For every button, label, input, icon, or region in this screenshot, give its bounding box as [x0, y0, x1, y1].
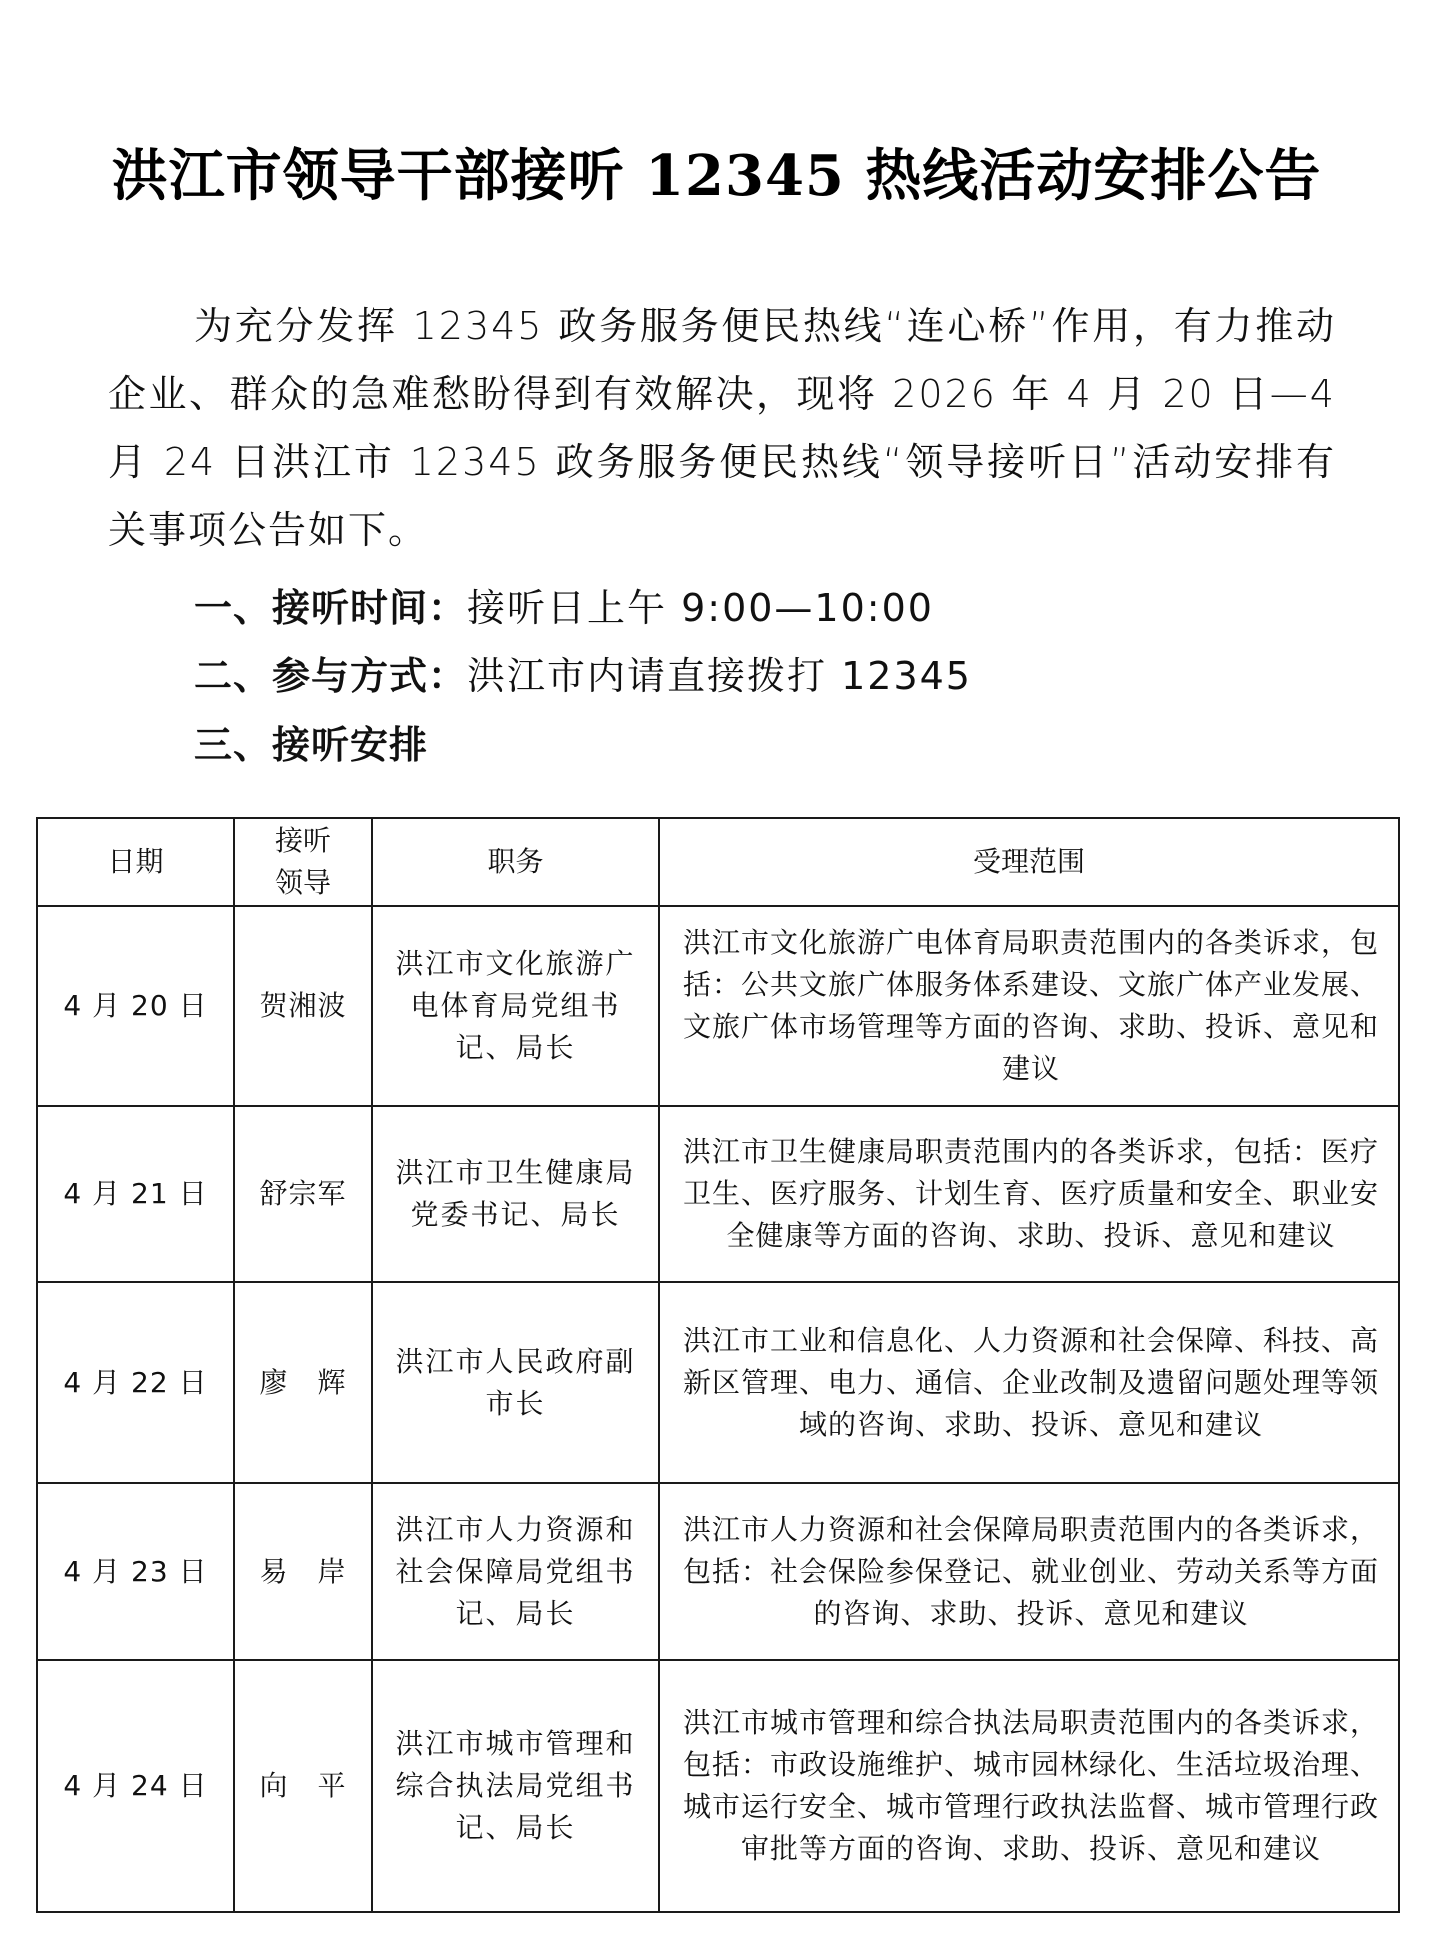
date-cell: 4 月 20 日	[37, 906, 234, 1106]
position-cell: 洪江市卫生健康局党委书记、局长	[372, 1106, 659, 1282]
scope-cell: 洪江市城市管理和综合执法局职责范围内的各类诉求，包括：市政设施维护、城市园林绿化、生活垃圾治理、城市运行安全、城市管理行政执法监督、城市管理行政审批等方面的咨询、求助、投诉、意见和建议	[659, 1660, 1399, 1912]
date-cell: 4 月 24 日	[37, 1660, 234, 1912]
leader-cell: 廖 辉	[234, 1282, 372, 1483]
position-cell: 洪江市城市管理和综合执法局党组书记、局长	[372, 1660, 659, 1912]
date-cell: 4 月 22 日	[37, 1282, 234, 1483]
table-header-row	[37, 818, 1399, 906]
leader-cell: 易 岸	[234, 1483, 372, 1660]
position-cell: 洪江市人力资源和社会保障局党组书记、局长	[372, 1483, 659, 1660]
table-row	[37, 1106, 1399, 1282]
section-schedule	[194, 715, 428, 775]
leader-cell: 舒宗军	[234, 1106, 372, 1282]
section-participation	[194, 646, 972, 706]
position-cell: 洪江市文化旅游广电体育局党组书记、局长	[372, 906, 659, 1106]
section-heading: 二、参与方式：	[194, 654, 468, 698]
header-scope: 受理范围	[659, 818, 1399, 906]
scope-cell: 洪江市文化旅游广电体育局职责范围内的各类诉求，包括：公共文旅广体服务体系建设、文旅广体产业发展、文旅广体市场管理等方面的咨询、求助、投诉、意见和建议	[659, 906, 1399, 1106]
section-heading: 三、接听安排	[194, 723, 429, 767]
scope-cell: 洪江市人力资源和社会保障局职责范围内的各类诉求，包括：社会保险参保登记、就业创业、劳动关系等方面的咨询、求助、投诉、意见和建议	[659, 1483, 1399, 1660]
schedule-table	[36, 817, 1400, 1913]
leader-cell: 贺湘波	[234, 906, 372, 1106]
section-value: 接听日上午 9:00—10:00	[467, 586, 934, 630]
table-row	[37, 1660, 1399, 1912]
header-date: 日期	[37, 818, 234, 906]
section-heading: 一、接听时间：	[194, 586, 468, 630]
document-title: 洪江市领导干部接听 12345 热线活动安排公告	[111, 142, 1322, 209]
date-cell: 4 月 23 日	[37, 1483, 234, 1660]
table-row	[37, 1282, 1399, 1483]
section-answer-time	[194, 578, 934, 638]
date-cell: 4 月 21 日	[37, 1106, 234, 1282]
leader-cell: 向 平	[234, 1660, 372, 1912]
intro-paragraph: 为充分发挥 12345 政务服务便民热线“连心桥”作用，有力推动企业、群众的急难愁盼得到有效解决，现将 2026 年 4 月 20 日—4 月 24 日洪江市 12345 政务服务便民热线“领导接听日”活动安排有关事项公告如下。	[108, 304, 1336, 552]
header-leader-label: 接听领导	[274, 824, 331, 899]
position-cell: 洪江市人民政府副市长	[372, 1282, 659, 1483]
table-row	[37, 906, 1399, 1106]
section-value: 洪江市内请直接拨打 12345	[467, 654, 972, 698]
header-position: 职务	[372, 818, 659, 906]
header-leader	[234, 818, 372, 906]
scope-cell: 洪江市卫生健康局职责范围内的各类诉求，包括：医疗卫生、医疗服务、计划生育、医疗质量和安全、职业安全健康等方面的咨询、求助、投诉、意见和建议	[659, 1106, 1399, 1282]
scope-cell: 洪江市工业和信息化、人力资源和社会保障、科技、高新区管理、电力、通信、企业改制及遗留问题处理等领域的咨询、求助、投诉、意见和建议	[659, 1282, 1399, 1483]
table-row	[37, 1483, 1399, 1660]
